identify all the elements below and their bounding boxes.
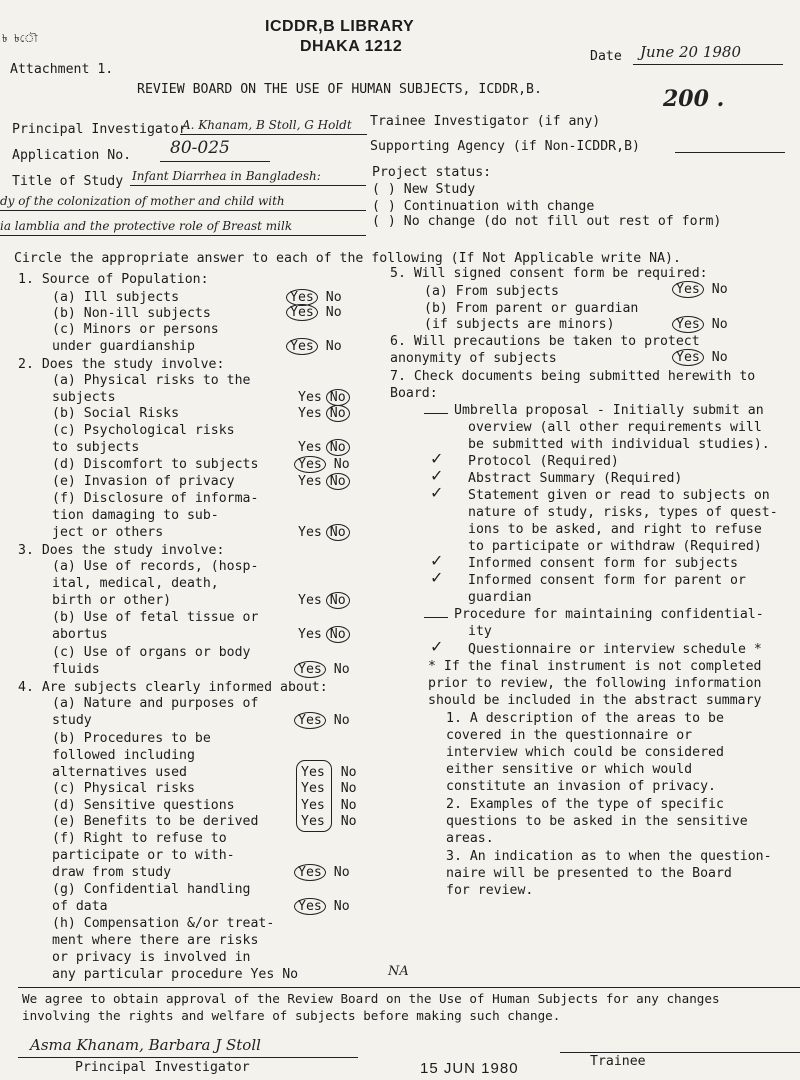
q2a-label-1: (a) Physical risks to the (52, 373, 251, 388)
title-underline-3 (0, 235, 366, 236)
yes-circled: Yes (294, 661, 326, 678)
doc-consent-parent-1[interactable]: Informed consent form for parent or (468, 573, 746, 588)
city-heading: DHAKA 1212 (300, 38, 403, 55)
agency-label: Supporting Agency (if Non-ICDDR,B) (370, 139, 640, 154)
no-circled: No (326, 473, 350, 490)
note-item-1a: 1. A description of the areas to be (446, 711, 724, 726)
q5-heading: 5. Will signed consent form be required: (390, 266, 708, 281)
q7-label-1: 7. Check documents being submitted herewith to (390, 369, 756, 384)
agreement-line-2: involving the rights and welfare of subjects before making such change. (22, 1008, 561, 1023)
study-title-line-3: ia lamblia and the protective role of Breast milk (0, 219, 293, 233)
note-item-2b: questions to be asked in the sensitive (446, 814, 748, 829)
na-mark: NA (388, 964, 409, 979)
library-heading: ICDDR,B LIBRARY (265, 18, 415, 35)
trainee-label: Trainee Investigator (if any) (370, 114, 601, 129)
title-underline-2 (0, 210, 366, 211)
q4d-label: (d) Sensitive questions (52, 798, 235, 813)
q1b-label: (b) Non-ill subjects (52, 306, 211, 321)
q3-heading: 3. Does the study involve: (18, 543, 225, 558)
pi-underline (180, 134, 367, 135)
doc-confidentiality-2: ity (468, 624, 492, 639)
no-circled: No (326, 405, 350, 422)
q2e-answer[interactable] (298, 473, 350, 490)
note-item-1e: constitute an invasion of privacy. (446, 779, 716, 794)
q3b-label-2: abortus (52, 627, 108, 642)
q4h-label-2: ment where there are risks (52, 933, 259, 948)
q4f-label-2: participate or to with- (52, 848, 235, 863)
q2-heading: 2. Does the study involve: (18, 357, 225, 372)
q2f-label-1: (f) Disclosure of informa- (52, 491, 259, 506)
q1c-label-1: (c) Minors or persons (52, 322, 219, 337)
q2a-answer[interactable] (298, 389, 350, 406)
yes-option: Yes (298, 406, 322, 421)
agreement-line-1: We agree to obtain approval of the Review Board on the Use of Human Subjects for any changes (22, 991, 720, 1006)
yes-option: Yes (301, 814, 325, 829)
note-item-2c: areas. (446, 831, 494, 846)
note-item-1c: interview which could be considered (446, 745, 724, 760)
q2f-answer[interactable] (298, 524, 350, 541)
no-option: No (711, 317, 728, 332)
q2c-answer[interactable] (298, 439, 350, 456)
yes-option: Yes (301, 781, 325, 796)
application-label: Application No. (12, 148, 132, 163)
no-circled: No (326, 626, 350, 643)
doc-consent-parent-2: guardian (468, 590, 532, 605)
no-option: No (711, 282, 728, 297)
q4b-label-3: alternatives used (52, 765, 187, 780)
note-line-3: should be included in the abstract summary (428, 693, 762, 708)
yes-option: Yes (298, 593, 322, 608)
no-circled: No (326, 439, 350, 456)
attachment-label: Attachment 1. (10, 62, 114, 77)
consent-parent-check-icon: ✓ (430, 568, 444, 587)
q2b-label: (b) Social Risks (52, 406, 180, 421)
status-no-change[interactable]: ( ) No change (do not fill out rest of form) (372, 214, 722, 229)
q1c-answer[interactable] (290, 338, 342, 355)
no-circled: No (326, 592, 350, 609)
trainee-signature-label: Trainee (590, 1054, 646, 1069)
yes-circled: Yes (286, 338, 318, 355)
q4f-label-1: (f) Right to refuse to (52, 831, 227, 846)
application-underline (160, 161, 270, 162)
yes-circled: Yes (672, 281, 704, 298)
q4c-label: (c) Physical risks (52, 781, 195, 796)
yes-circled: Yes (286, 289, 318, 306)
doc-consent-subjects[interactable]: Informed consent form for subjects (468, 556, 738, 571)
q4g-label-2: of data (52, 899, 108, 914)
corner-mark: ৳ ৳ৌ (2, 32, 38, 45)
doc-statement-3: ions to be asked, and right to refuse (468, 522, 762, 537)
date-label: Date (590, 49, 622, 64)
q3a-label-1: (a) Use of records, (hosp- (52, 559, 259, 574)
q5b-label-1: (b) From parent or guardian (424, 301, 639, 316)
q3c-label-2: fluids (52, 662, 100, 677)
q6-label-2: anonymity of subjects (390, 351, 557, 366)
study-title-label: Title of Study (12, 174, 124, 189)
q4a-label-1: (a) Nature and purposes of (52, 696, 259, 711)
status-label: Project status: (372, 165, 492, 180)
doc-umbrella-1[interactable] (424, 402, 764, 419)
yes-option: Yes (301, 765, 325, 780)
q3a-label-2: ital, medical, death, (52, 576, 219, 591)
yes-circled: Yes (294, 712, 326, 729)
instruction: Circle the appropriate answer to each of the following (If Not Applicable write NA). (14, 251, 681, 266)
note-item-3c: for review. (446, 883, 534, 898)
q3a-label-3: birth or other) (52, 593, 172, 608)
q2d-label: (d) Discomfort to subjects (52, 457, 259, 472)
doc-statement-1[interactable]: Statement given or read to subjects on (468, 488, 770, 503)
q3b-answer[interactable] (298, 626, 350, 643)
study-title-line-2: dy of the colonization of mother and child with (0, 194, 285, 208)
yes-circled: Yes (294, 456, 326, 473)
q1c-label-2: under guardianship (52, 339, 195, 354)
signature-underline (18, 1057, 358, 1058)
q4b-label-1: (b) Procedures to be (52, 731, 211, 746)
q3c-answer[interactable] (298, 661, 350, 678)
q4h-label-1: (h) Compensation &/or treat- (52, 916, 275, 931)
q4d-answer[interactable] (301, 797, 357, 814)
no-option: No (333, 899, 350, 914)
q4c-answer[interactable] (301, 780, 357, 797)
no-option: No (333, 865, 350, 880)
q2a-label-2: subjects (52, 390, 116, 405)
q3b-label-1: (b) Use of fetal tissue or (52, 610, 259, 625)
consent-subjects-check-icon: ✓ (430, 551, 444, 570)
date-value: June 20 1980 (640, 43, 742, 61)
no-option: No (340, 814, 357, 829)
pi-label: Principal Investigator (12, 122, 187, 137)
yes-option: Yes (298, 390, 322, 405)
date-underline (633, 64, 783, 65)
note-item-1d: either sensitive or which would (446, 762, 693, 777)
doc-questionnaire[interactable]: Questionnaire or interview schedule * (468, 642, 762, 657)
status-continuation[interactable]: ( ) Continuation with change (372, 199, 595, 214)
yes-circled: Yes (286, 304, 318, 321)
doc-confidentiality-1[interactable] (424, 606, 764, 623)
form-title: REVIEW BOARD ON THE USE OF HUMAN SUBJECTS, ICDDR,B. (137, 82, 542, 97)
q3c-label-1: (c) Use of organs or body (52, 645, 251, 660)
q1b-answer[interactable] (290, 304, 342, 321)
no-option: No (333, 662, 350, 677)
agency-underline (675, 152, 785, 153)
no-option: No (340, 781, 357, 796)
q7-label-2: Board: (390, 386, 438, 401)
q2c-label-2: to subjects (52, 440, 140, 455)
doc-abstract[interactable]: Abstract Summary (Required) (468, 471, 683, 486)
doc-confidentiality-text: Procedure for maintaining confidential- (454, 607, 764, 622)
q4e-label: (e) Benefits to be derived (52, 814, 259, 829)
q2b-answer[interactable] (298, 405, 350, 422)
protocol-check-icon: ✓ (430, 449, 444, 468)
note-line-2: prior to review, the following information (428, 676, 762, 691)
q4a-answer[interactable] (298, 712, 350, 729)
footer-divider (18, 987, 800, 988)
q4a-label-2: study (52, 713, 92, 728)
doc-umbrella-2: overview (all other requirements will (468, 420, 762, 435)
status-new[interactable]: ( ) New Study (372, 182, 476, 197)
application-value: 80-025 (170, 138, 230, 158)
yes-option: Yes (298, 627, 322, 642)
abstract-check-icon: ✓ (430, 466, 444, 485)
pi-value: A. Khanam, B Stoll, G Holdt (182, 118, 352, 132)
check-blank (424, 413, 448, 414)
note-item-3a: 3. An indication as to when the question- (446, 849, 772, 864)
doc-statement-4: to participate or withdraw (Required) (468, 539, 762, 554)
yes-circled: Yes (294, 864, 326, 881)
statement-check-icon: ✓ (430, 483, 444, 502)
note-item-1b: covered in the questionnaire or (446, 728, 693, 743)
q4-heading: 4. Are subjects clearly informed about: (18, 680, 328, 695)
q2f-label-2: tion damaging to sub- (52, 508, 219, 523)
doc-protocol[interactable]: Protocol (Required) (468, 454, 619, 469)
doc-umbrella-text: Umbrella proposal - Initially submit an (454, 403, 764, 418)
doc-umbrella-3: be submitted with individual studies). (468, 437, 770, 452)
yes-option: Yes (298, 525, 322, 540)
q2f-label-3: ject or others (52, 525, 164, 540)
signature: Asma Khanam, Barbara J Stoll (30, 1036, 261, 1054)
yes-circled: Yes (672, 316, 704, 333)
yes-option: Yes (301, 798, 325, 813)
q2d-answer[interactable] (298, 456, 350, 473)
number-mark: 200 . (663, 86, 725, 112)
title-underline-1 (130, 185, 366, 186)
questionnaire-check-icon: ✓ (430, 637, 444, 656)
no-option: No (333, 713, 350, 728)
q2c-label-1: (c) Psychological risks (52, 423, 235, 438)
q4b-answer[interactable] (301, 764, 357, 781)
no-circled: No (326, 524, 350, 541)
note-item-3b: naire will be presented to the Board (446, 866, 732, 881)
q5a-label: (a) From subjects (424, 284, 559, 299)
q4h-label-3: or privacy is involved in (52, 950, 251, 965)
no-circled: No (326, 389, 350, 406)
yes-option: Yes (298, 474, 322, 489)
q4g-label-1: (g) Confidential handling (52, 882, 251, 897)
q5a-answer[interactable] (676, 281, 728, 298)
q6-label-1: 6. Will precautions be taken to protect (390, 334, 700, 349)
yes-option: Yes (298, 440, 322, 455)
no-option: No (325, 339, 342, 354)
study-title-line-1: Infant Diarrhea in Bangladesh: (132, 169, 321, 183)
check-blank (424, 617, 448, 618)
received-stamp: 15 JUN 1980 (420, 1060, 519, 1077)
no-option: No (325, 305, 342, 320)
note-line-1: * If the final instrument is not completed (428, 659, 762, 674)
no-option: No (340, 765, 357, 780)
q4b-label-2: followed including (52, 748, 195, 763)
q1-heading: 1. Source of Population: (18, 272, 209, 287)
yes-circled: Yes (294, 898, 326, 915)
q4g-answer[interactable] (298, 898, 350, 915)
no-option: No (325, 290, 342, 305)
q6-answer[interactable] (676, 349, 728, 366)
note-item-2a: 2. Examples of the type of specific (446, 797, 724, 812)
q5b-answer[interactable] (676, 316, 728, 333)
no-option: No (340, 798, 357, 813)
no-option: No (711, 350, 728, 365)
q4f-label-3: draw from study (52, 865, 172, 880)
doc-statement-2: nature of study, risks, types of quest- (468, 505, 778, 520)
q4e-answer[interactable] (301, 813, 357, 830)
q2e-label: (e) Invasion of privacy (52, 474, 235, 489)
pi-signature-label: Principal Investigator (75, 1060, 250, 1075)
yes-circled: Yes (672, 349, 704, 366)
q4f-answer[interactable] (298, 864, 350, 881)
q3a-answer[interactable] (298, 592, 350, 609)
q5b-label-2: (if subjects are minors) (424, 317, 615, 332)
q1a-label: (a) Ill subjects (52, 290, 180, 305)
q4h-label-4: any particular procedure Yes No (52, 967, 299, 982)
no-option: No (333, 457, 350, 472)
